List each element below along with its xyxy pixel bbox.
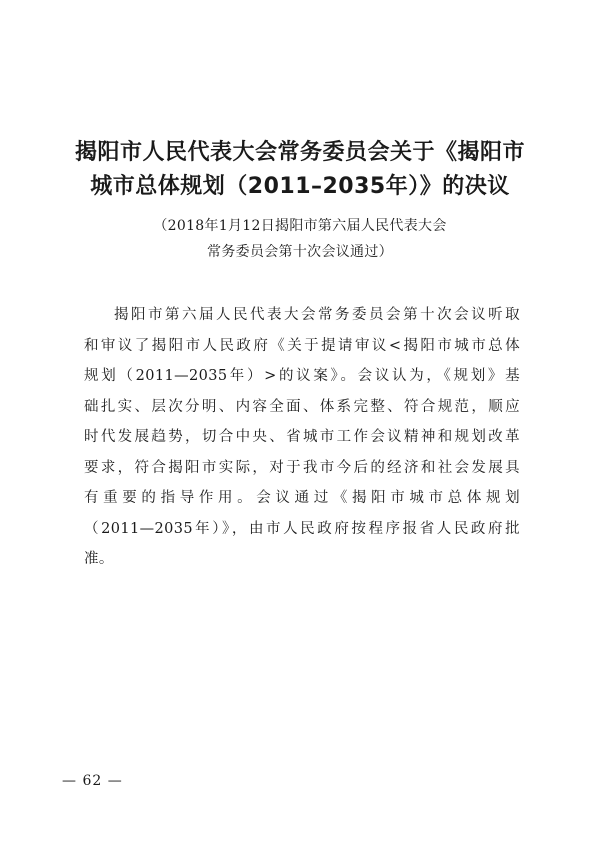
body-line: 和审议了揭阳市人民政府《关于提请审议<揭阳市城市总体 <box>84 337 520 354</box>
document-subtitle-line-1: （2018年1月12日揭阳市第六届人民代表大会 <box>153 218 447 234</box>
body-line: 规划（2011—2035年）>的议案》。会议认为，《规划》基 <box>84 368 520 384</box>
page-number: — 62 — <box>62 773 123 789</box>
body-line: （2011—2035年）》，由市人民政府按程序报省人民政府批 <box>84 520 520 537</box>
body-line: 有重要的指导作用。会议通过《揭阳市城市总体规划 <box>84 490 520 506</box>
document-title-line-2: 城市总体规划（2011–2035年）》的决议 <box>90 174 510 199</box>
document-title-line-1: 揭阳市人民代表大会常务委员会关于《揭阳市 <box>74 140 525 165</box>
document-subtitle-line-2: 常务委员会第十次会议通过） <box>207 244 393 260</box>
body-line: 准。 <box>84 551 114 567</box>
body-line: 要求，符合揭阳市实际，对于我市今后的经济和社会发展具 <box>84 459 520 476</box>
body-line: 揭阳市第六届人民代表大会常务委员会第十次会议听取 <box>114 307 520 323</box>
body-line: 础扎实、层次分明、内容全面、体系完整、符合规范，顺应 <box>84 398 520 415</box>
body-line: 时代发展趋势，切合中央、省城市工作会议精神和规划改革 <box>84 429 520 445</box>
document-body <box>84 300 520 575</box>
